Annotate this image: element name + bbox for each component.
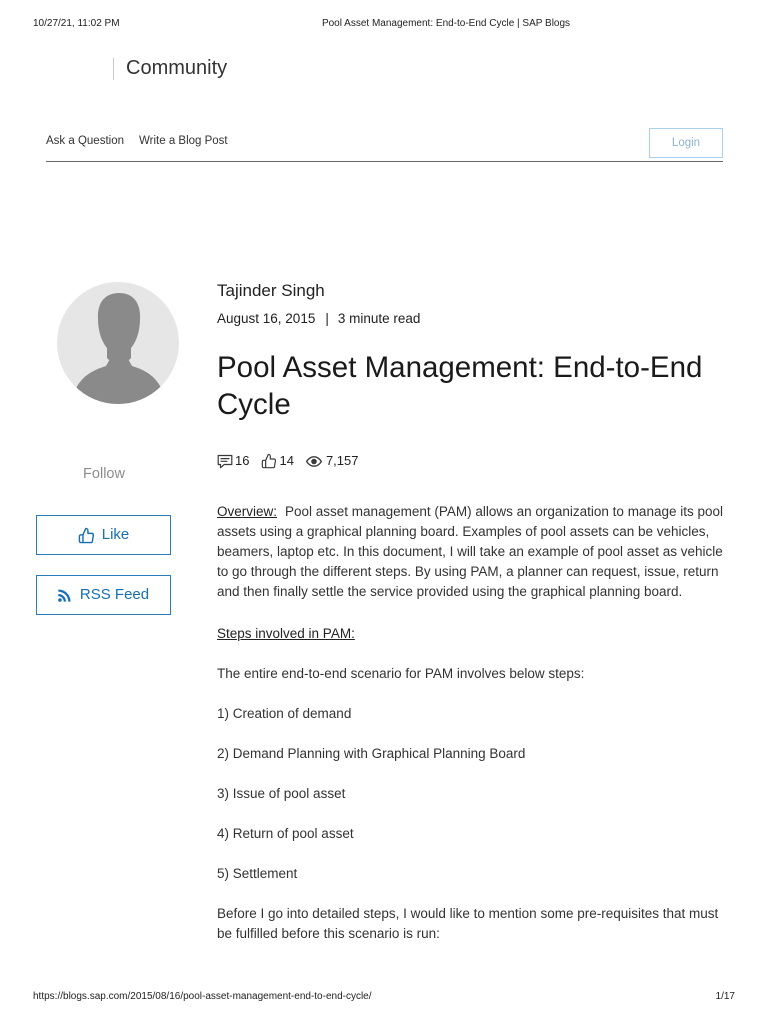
overview-paragraph — [217, 502, 729, 602]
thumbs-up-icon — [78, 527, 95, 544]
post-stats — [217, 452, 358, 470]
steps-heading — [217, 624, 729, 644]
follow-link[interactable]: Follow — [83, 466, 125, 482]
post-title: Pool Asset Management: End-to-End Cycle — [217, 351, 703, 421]
read-time: 3 minute read — [337, 311, 421, 326]
comment-icon — [217, 454, 233, 469]
step-item: 2) Demand Planning with Graphical Planning Board — [217, 746, 526, 761]
likes-count: 14 — [279, 453, 294, 468]
login-button[interactable] — [649, 128, 723, 158]
likes-stat — [261, 452, 293, 470]
write-blog-post-link[interactable]: Write a Blog Post — [139, 135, 228, 147]
overview-label: Overview: — [217, 504, 278, 519]
brand-divider — [113, 58, 114, 80]
print-datetime: 10/27/21, 11:02 PM — [33, 18, 120, 29]
overview-text: Pool asset management (PAM) allows an organization to manage its pool assets using a graphical planning board. Examples of pool assets can be vehicles, beamers, laptop etc. In this document, I will take an example of pool asset as vehicle to go through the different steps. By using PAM, a planner can request, issue, return and then finally settle the service provided using the graphical planning board. — [217, 504, 724, 599]
meta-separator: | — [325, 311, 329, 326]
ask-question-link[interactable]: Ask a Question — [46, 135, 124, 147]
comment-stat[interactable] — [217, 452, 249, 470]
step-item: 1) Creation of demand — [217, 706, 352, 721]
author-name[interactable]: Tajinder Singh — [217, 281, 325, 300]
step-item: 5) Settlement — [217, 866, 298, 881]
post-meta — [217, 310, 420, 328]
comment-count: 16 — [235, 453, 250, 468]
eye-icon — [306, 456, 322, 467]
prerequisites-intro: Before I go into detailed steps, I would like to mention some pre-requisites that must be fulfilled before this scenario is run: — [217, 906, 719, 941]
post-body — [217, 502, 729, 964]
author-avatar[interactable] — [57, 282, 179, 404]
rss-feed-button-label: RSS Feed — [79, 586, 150, 603]
nav-divider — [46, 161, 723, 162]
step-item: 4) Return of pool asset — [217, 826, 354, 841]
like-button-label: Like — [101, 526, 130, 543]
login-button-label: Login — [671, 137, 701, 149]
like-button[interactable] — [36, 515, 171, 555]
views-stat — [306, 452, 359, 470]
print-url: https://blogs.sap.com/2015/08/16/pool-asset-management-end-to-end-cycle/ — [33, 991, 372, 1002]
community-link[interactable]: Community — [126, 57, 228, 79]
steps-intro: The entire end-to-end scenario for PAM involves below steps: — [217, 666, 585, 681]
rss-icon — [58, 589, 71, 602]
post-date: August 16, 2015 — [217, 311, 316, 326]
step-item: 3) Issue of pool asset — [217, 786, 346, 801]
steps-heading-text: Steps involved in PAM: — [217, 626, 355, 641]
rss-feed-button[interactable] — [36, 575, 171, 615]
views-count: 7,157 — [325, 453, 359, 468]
print-footer — [0, 991, 768, 1003]
thumbs-up-icon — [261, 453, 277, 469]
print-page-number: 1/17 — [715, 991, 735, 1002]
user-silhouette-icon — [57, 282, 179, 404]
print-page-title: Pool Asset Management: End-to-End Cycle | SAP Blogs — [321, 18, 571, 29]
print-header — [0, 18, 768, 30]
